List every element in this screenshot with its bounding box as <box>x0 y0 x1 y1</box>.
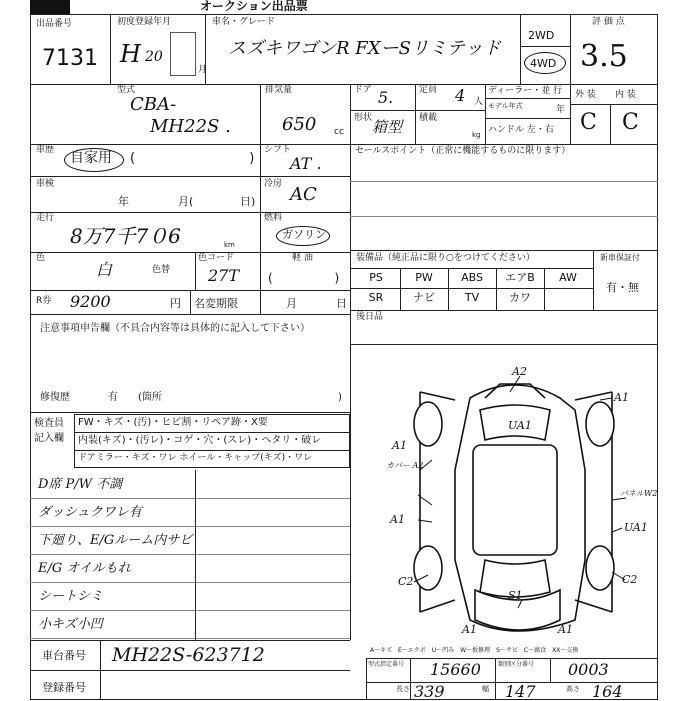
sales-point-label: セールスポイント（正常に機能するものに限ります） <box>355 146 571 156</box>
type-label: 型式 <box>117 85 136 95</box>
note-line: E/G オイルもれ <box>38 561 131 576</box>
first-reg-year: 20 <box>145 49 163 65</box>
fuel-label: 燃料 <box>264 213 283 223</box>
warranty-value: 有・無 <box>606 281 639 294</box>
model-name-label: 車名・グレード <box>212 17 276 27</box>
note-line: ダッシュクワレ有 <box>38 505 142 520</box>
damage-legend: A～キズ E～エクボ U～凹み W～板修理 S～サビ C～腐食 XX～交換 <box>370 647 579 654</box>
doors-label: ドア <box>354 85 372 95</box>
damage-mark: A1 <box>614 391 629 404</box>
checker-row-1: FW・キズ・(汚)・ヒビ割・リペア跡・X要 <box>78 417 268 428</box>
damage-mark: C2 <box>398 575 414 588</box>
note-line: 小キズ小凹 <box>38 617 103 632</box>
fuel-paren: ( ) <box>268 271 340 285</box>
category-number-value: 0003 <box>568 660 609 679</box>
divider <box>100 640 101 700</box>
form-number-label: 型式指定番号 <box>368 661 405 668</box>
aircon-value: AC <box>290 184 317 205</box>
payload-label: 積載 <box>419 113 438 123</box>
expiry-label: 名変期限 <box>194 297 238 310</box>
divider <box>30 640 350 641</box>
displacement-label: 排気量 <box>265 85 293 95</box>
divider <box>410 658 411 700</box>
note-line: 下廻り、E/Gルーム内サビ <box>38 533 193 548</box>
color-label: 色 <box>36 253 46 263</box>
expiry-month: 月 <box>286 297 297 310</box>
interior-label: 内 装 <box>615 90 636 100</box>
fuel-value: ガソリン <box>282 228 326 241</box>
damage-mark: A1 <box>390 513 405 526</box>
divider <box>550 658 551 682</box>
divider <box>30 670 350 671</box>
grade-value: 3.5 <box>580 39 628 74</box>
model-name-value: スズキワゴンR FXーSリミテッド <box>228 38 501 59</box>
height-value: 164 <box>592 682 623 701</box>
form-title: オークション出品票 <box>200 0 308 13</box>
length-label: 長さ <box>396 685 410 693</box>
damage-mark: UA1 <box>624 521 648 534</box>
damage-mark: パネルW2 <box>620 489 658 498</box>
equipment-item: AW <box>559 271 577 284</box>
height-label: 高さ <box>566 685 580 693</box>
note-line: シートシミ <box>38 589 104 604</box>
history-label: 車歴 <box>36 145 55 155</box>
repair-value: 有 <box>108 392 118 403</box>
shape-label: 形状 <box>354 113 373 123</box>
divider <box>495 658 496 700</box>
checker-label-1: 検査員 <box>34 418 64 429</box>
category-number-label: 類別区分番号 <box>498 661 535 668</box>
equipment-item: TV <box>464 291 480 304</box>
equipment-item: PS <box>369 271 383 284</box>
capacity-value: 4 <box>455 86 466 105</box>
inspection-year: 年 <box>118 195 129 208</box>
color-code-value: 27T <box>208 266 240 285</box>
doors-value: 5. <box>378 88 394 107</box>
width-label: 幅 <box>482 685 489 693</box>
form-number-value: 15660 <box>430 660 481 679</box>
damage-mark: C2 <box>622 573 638 586</box>
inspection-day: 日) <box>240 195 256 208</box>
repair-place: (箇所 <box>138 392 162 403</box>
damage-mark: UA1 <box>508 419 532 432</box>
note-line: D席 P/W 不調 <box>38 477 123 492</box>
checker-row-2: 内装(キズ)・(汚レ)・コゲ・穴・(スレ)・ヘタリ・破レ <box>78 435 322 446</box>
mileage-label: 走行 <box>36 213 55 223</box>
color-change-label: 色替 <box>152 265 171 275</box>
after-parts-label: 後日品 <box>356 312 384 322</box>
displacement-value: 650 <box>282 114 317 135</box>
dealer-label: ディーラー・並 行 <box>488 86 563 96</box>
payload-unit: kg <box>472 131 481 139</box>
history-paren: ( ) <box>130 151 255 166</box>
first-reg-label: 初度登録年月 <box>117 17 172 27</box>
width-value: 147 <box>505 682 536 701</box>
mileage-unit: km <box>224 241 235 249</box>
damage-mark: A2 <box>512 365 527 378</box>
equipment-item: PW <box>415 271 433 284</box>
type-line1: CBA- <box>130 94 177 115</box>
drive-4wd: 4WD <box>530 57 557 70</box>
length-value: 339 <box>414 682 445 701</box>
checker-label-2: 記入欄 <box>34 433 64 444</box>
capacity-label: 定員 <box>419 85 438 95</box>
history-value: 自家用 <box>70 150 112 166</box>
damage-mark: A1 <box>558 623 573 636</box>
shift-value: AT . <box>290 154 322 173</box>
recycle-unit: 円 <box>170 297 181 310</box>
mileage-value: 8万7千7０6 <box>70 224 181 248</box>
grade-label: 評 価 点 <box>592 17 625 27</box>
damage-mark: カバー A2 <box>386 461 424 470</box>
equipment-item: ABS <box>461 271 483 284</box>
expiry-day: 日 <box>336 297 347 310</box>
equipment-item: SR <box>368 291 384 304</box>
notes-label: 注意事項申告欄（不具合内容等は具体的に記入して下さい） <box>40 323 310 334</box>
exterior-value: C <box>580 110 597 135</box>
model-year-label: モデル年式 <box>488 102 523 110</box>
damage-mark: A1 <box>392 439 407 452</box>
lot-value: 7131 <box>42 46 98 71</box>
fuel-sub: 軽 油 <box>292 253 313 263</box>
color-value: 白 <box>96 260 113 279</box>
chassis-value: MH22S-623712 <box>112 644 265 666</box>
repair-label: 修復歴 <box>40 392 70 403</box>
inspection-label: 車検 <box>36 179 55 189</box>
first-reg-era: H <box>120 40 141 68</box>
recycle-label: R券 <box>36 296 52 306</box>
equipment-label: 装備品（純正品に限り○をつけてください） <box>356 253 535 263</box>
first-reg-month-unit: 月 <box>198 65 208 75</box>
chassis-label: 車台番号 <box>42 649 86 662</box>
displacement-unit: cc <box>334 127 344 137</box>
interior-value: C <box>622 110 639 135</box>
checker-row-3: ドアミラー・キズ・ワレ ホイール・キャップ(キズ)・ワレ <box>78 453 313 463</box>
reg-number-label: 登録番号 <box>42 681 86 694</box>
color-code-label: 色コード <box>198 253 235 263</box>
shape-value: 箱型 <box>372 118 403 136</box>
capacity-unit: 人 <box>474 97 484 107</box>
model-year-unit: 年 <box>556 105 566 115</box>
equipment-item: エアB <box>505 271 535 284</box>
handle-label: ハンドル 左・右 <box>488 125 554 135</box>
drive-2wd: 2WD <box>528 29 555 42</box>
warranty-label: 新車保証付 <box>600 253 640 262</box>
damage-mark: S1 <box>508 589 523 602</box>
recycle-value: 9200 <box>70 292 111 311</box>
exterior-label: 外 装 <box>575 90 596 100</box>
repair-paren-close: ) <box>338 392 342 403</box>
lot-label: 出品番号 <box>36 19 73 29</box>
damage-mark: A1 <box>462 623 477 636</box>
shift-label: シフト <box>264 145 292 155</box>
equipment-item: カワ <box>509 291 531 304</box>
aircon-label: 冷房 <box>264 179 283 189</box>
equipment-item: ナビ <box>413 291 435 304</box>
inspection-month: 月( <box>178 195 194 208</box>
type-line2: MH22S . <box>150 116 231 137</box>
